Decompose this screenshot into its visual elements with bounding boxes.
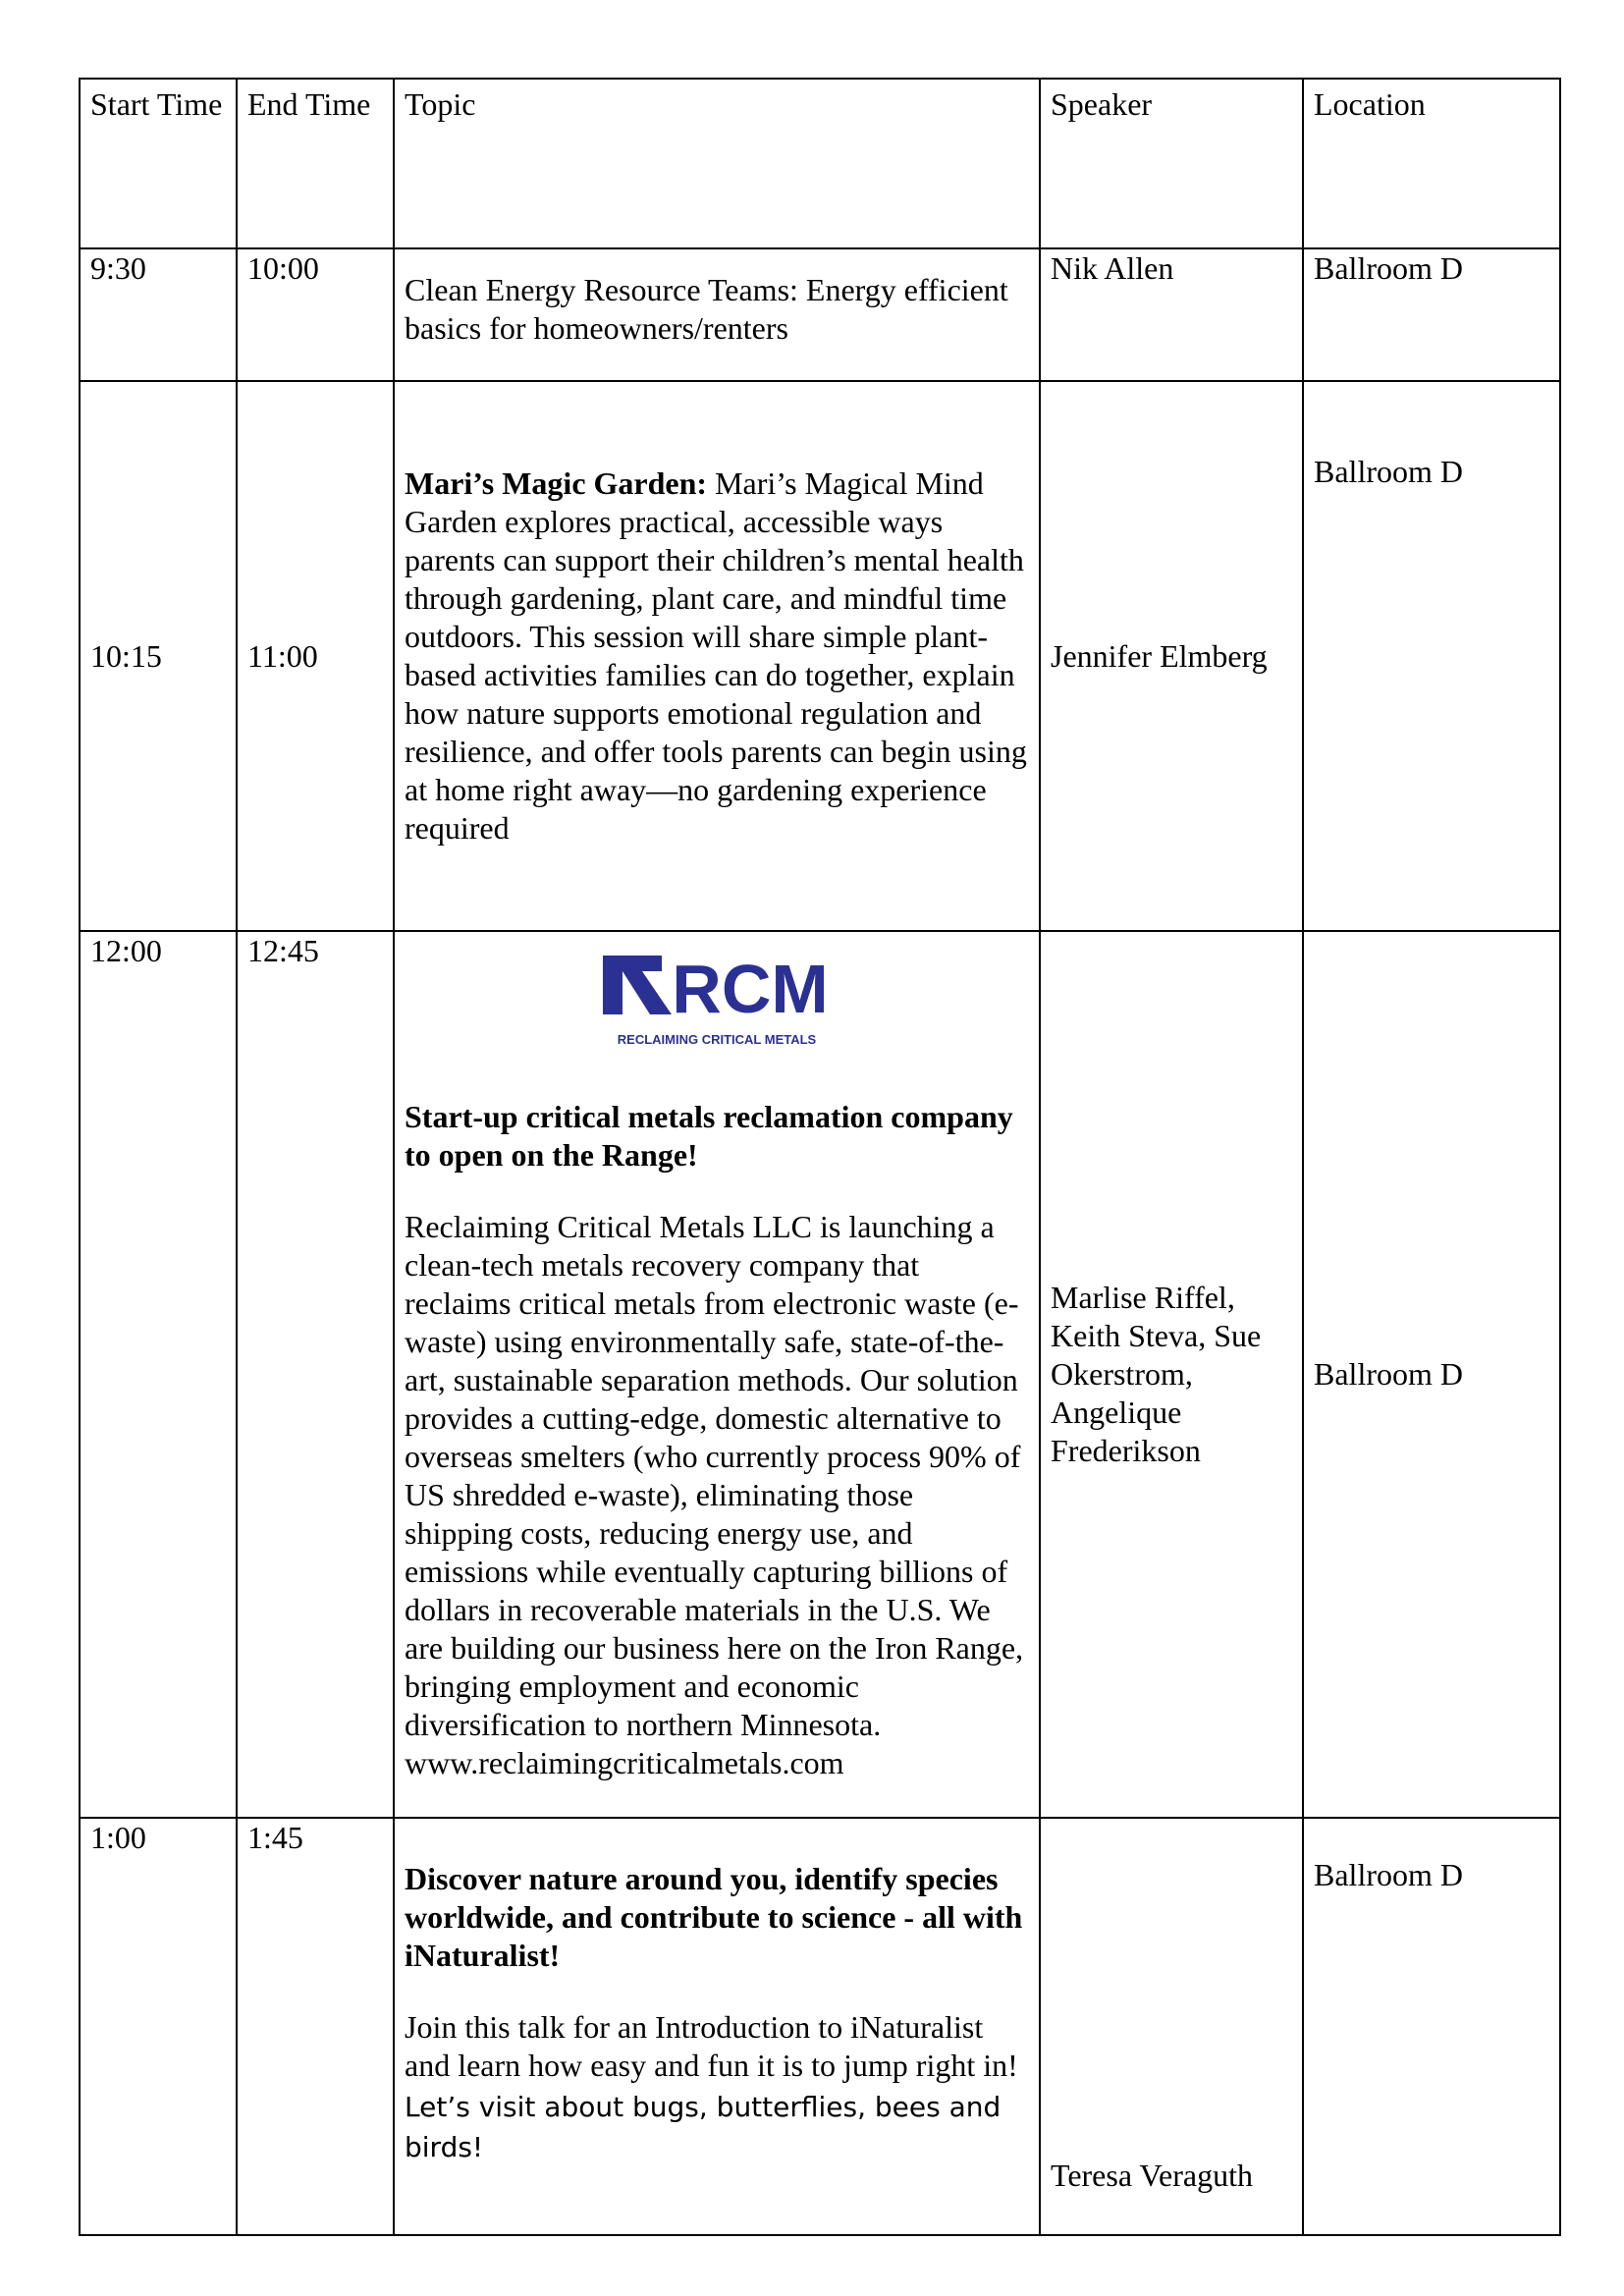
topic-title: Start-up critical metals reclamation company to open on the Range! bbox=[405, 1099, 1013, 1173]
topic-url: www.reclaimingcriticalmetals.com bbox=[405, 1745, 844, 1780]
header-topic: Topic bbox=[394, 79, 1040, 248]
rcm-logo-icon bbox=[603, 956, 831, 1050]
start-time-cell: 9:30 bbox=[80, 248, 237, 381]
logo-container bbox=[405, 932, 1029, 1059]
end-time-cell: 10:00 bbox=[237, 248, 394, 381]
topic-body-text: Reclaiming Critical Metals LLC is launching a clean-tech metals recovery company that reclaims critical metals from electronic waste (e-waste) using environmentally safe, state-of-the-art, sustainable separation methods. Our solution provides a cutting-edge, domestic alternative to overseas smelters (who currently process 90% of US shredded e-waste), eliminating those shipping costs, reducing energy use, and emissions while eventually capturing billions of dollars in recoverable materials in the U.S. We are building our business here on the Iron Range, bringing employment and economic diversification to northern Minnesota. bbox=[405, 1209, 1024, 1742]
topic-body-tail: Let’s visit about bugs, butterflies, bees and birds! bbox=[405, 2091, 1001, 2163]
logo-main-text: RCM bbox=[672, 956, 829, 1027]
header-row bbox=[80, 79, 1560, 248]
topic-title: Discover nature around you, identify species worldwide, and contribute to science - all with iNaturalist! bbox=[405, 1861, 1023, 1973]
topic-text: Clean Energy Resource Teams: Energy efficient basics for homeowners/renters bbox=[405, 272, 1008, 346]
table-row bbox=[80, 931, 1560, 1818]
start-time-cell: 10:15 bbox=[80, 381, 237, 931]
location-cell: Ballroom D bbox=[1303, 381, 1560, 931]
speaker-cell: Nik Allen bbox=[1040, 248, 1303, 381]
schedule-table bbox=[79, 78, 1561, 2236]
topic-cell bbox=[394, 381, 1040, 931]
topic-body-text: Join this talk for an Introduction to iNaturalist and learn how easy and fun it is to jump right in! bbox=[405, 2009, 1018, 2083]
start-time-cell: 1:00 bbox=[80, 1818, 237, 2235]
speaker-cell: Teresa Veraguth bbox=[1040, 1818, 1303, 2235]
topic-body: Mari’s Magical Mind Garden explores practical, accessible ways parents can support their children’s mental health through gardening, plant care, and mindful time outdoors. This session will share simple plant-based activities families can do together, explain how nature supports emotional regulation and resilience, and offer tools parents can begin using at home right away—no gardening experience required bbox=[405, 465, 1027, 846]
location-cell: Ballroom D bbox=[1303, 248, 1560, 381]
speaker-cell: Jennifer Elmberg bbox=[1040, 381, 1303, 931]
location-cell: Ballroom D bbox=[1303, 1818, 1560, 2235]
header-start-time: Start Time bbox=[80, 79, 237, 248]
end-time-cell: 1:45 bbox=[237, 1818, 394, 2235]
topic-cell bbox=[394, 931, 1040, 1818]
topic-cell bbox=[394, 248, 1040, 381]
logo-diagonal bbox=[623, 971, 672, 1014]
end-time-cell: 12:45 bbox=[237, 931, 394, 1818]
table-row bbox=[80, 248, 1560, 381]
topic-cell bbox=[394, 1818, 1040, 2235]
logo-top-bar bbox=[603, 956, 662, 971]
topic-body bbox=[405, 2008, 1029, 2167]
logo-sub-text: RECLAIMING CRITICAL METALS bbox=[617, 1032, 817, 1047]
topic-body bbox=[405, 1208, 1029, 1782]
header-end-time: End Time bbox=[237, 79, 394, 248]
table-row bbox=[80, 1818, 1560, 2235]
location-cell: Ballroom D bbox=[1303, 931, 1560, 1818]
header-speaker: Speaker bbox=[1040, 79, 1303, 248]
end-time-cell: 11:00 bbox=[237, 381, 394, 931]
topic-title: Mari’s Magic Garden: bbox=[405, 465, 708, 501]
speaker-cell: Marlise Riffel, Keith Steva, Sue Okerstrom, Angelique Frederikson bbox=[1040, 931, 1303, 1818]
start-time-cell: 12:00 bbox=[80, 931, 237, 1818]
table-row bbox=[80, 381, 1560, 931]
header-location: Location bbox=[1303, 79, 1560, 248]
